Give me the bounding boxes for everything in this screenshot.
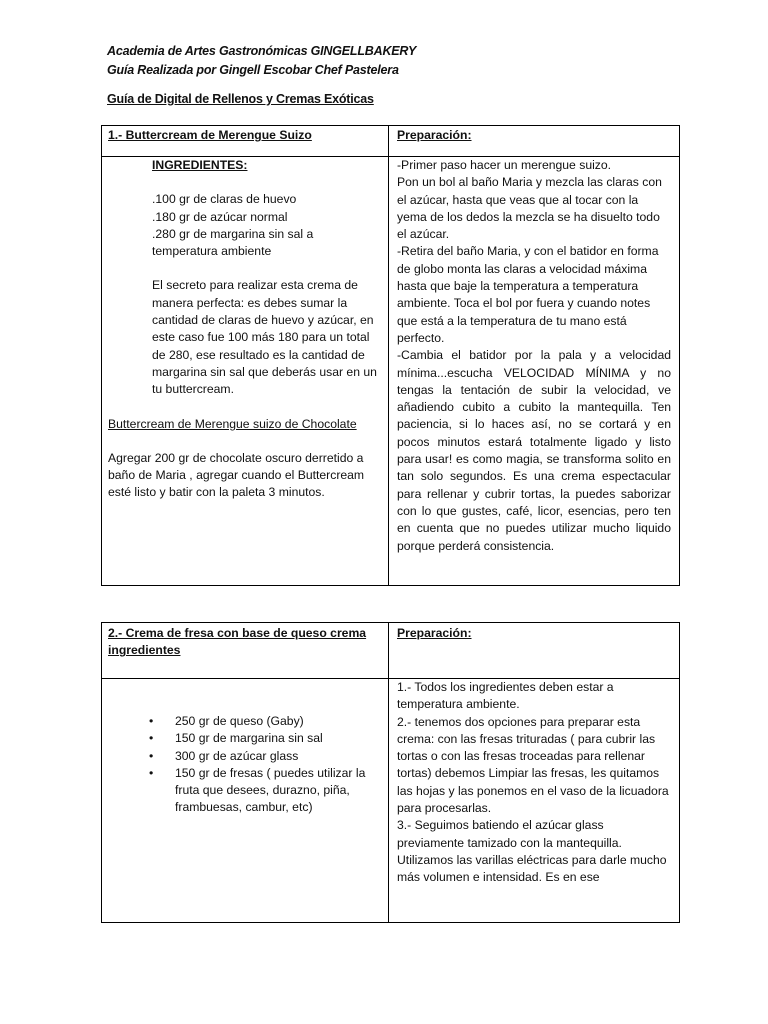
- ingredients-list: [108, 713, 382, 817]
- ingredient-text: 300 gr de azúcar glass: [175, 748, 299, 763]
- document-title: Guía de Digital de Rellenos y Cremas Exóticas: [107, 92, 374, 106]
- recipe-1-table: [101, 125, 680, 586]
- ingredient-item: .280 gr de margarina sin sal a temperatura ambiente: [152, 226, 314, 259]
- preparation-step: -Primer paso hacer un merengue suizo.: [397, 158, 612, 172]
- recipe-2-table: [101, 622, 680, 923]
- bullet-icon: •: [149, 731, 154, 746]
- ingredient-text: 250 gr de queso (Gaby): [175, 714, 304, 728]
- bullet-icon: •: [149, 765, 154, 780]
- recipe-1-title: 1.- Buttercream de Merengue Suizo: [102, 126, 389, 157]
- ingredient-item: [108, 713, 382, 730]
- preparation-step: Pon un bol al baño Maria y mezcla las claras con el azúcar, hasta que veas que al tocar con la yema de los dedos la mezcla se ha disuelto todo el azúcar.: [397, 175, 662, 242]
- ingredients-list: [152, 191, 382, 260]
- preparation-step: 3.- Seguimos batiendo el azúcar glass previamente tamizado con la mantequilla. Utilizamos las varillas eléctricas para darle mucho más volumen e intensidad. Es en ese: [397, 818, 667, 885]
- author-line: Guía Realizada por Gingell Escobar Chef Pastelera: [107, 63, 399, 77]
- recipe-1-ingredients-cell: [102, 157, 389, 586]
- ingredient-item: [108, 730, 382, 747]
- preparation-step: -Cambia el batidor por la pala y a velocidad mínima...escucha VELOCIDAD MÍNIMA y no tengas la tentación de subir la velocidad, ve añadiendo cubito a cubito la mantequilla. Ten paciencia, si lo haces así, no se cortará y en pocos minutos estará totalmente ligado y listo para usar! es como magia, se transforma solito en tan solo segundos. Es una crema espectacular para rellenar y cubrir tortas, la puedes saborizar con lo que gustes, café, licor, esencias, pero ten en cuenta que no puedes utilizar mucho liquido porque perderá consistencia.: [397, 348, 671, 553]
- ingredient-item: [108, 748, 382, 765]
- recipe-2-preparation-cell: [389, 679, 680, 923]
- recipe-1-preparation-header: Preparación:: [389, 126, 680, 157]
- academy-name: Academia de Artes Gastronómicas GINGELLBAKERY: [107, 44, 417, 58]
- chocolate-variant-title: Buttercream de Merengue suizo de Chocolate: [108, 416, 357, 431]
- bullet-icon: •: [149, 714, 154, 728]
- ingredient-item: .180 gr de azúcar normal: [152, 209, 288, 224]
- ingredient-text: 150 gr de margarina sin sal: [175, 731, 323, 746]
- secret-paragraph: El secreto para realizar esta crema de manera perfecta: es debes sumar la cantidad de claras de huevo y azúcar, en este caso fue 100 más 180 para un total de 280, ese resultado es la cantidad de margarina sin sal que deberás usar en un tu buttercream.: [152, 278, 377, 397]
- preparation-step: -Retira del baño Maria, y con el batidor en forma de globo monta las claras a velocidad máxima hasta que baje la temperatura a temperatura ambiente. Toca el bol por fuera y cuando notes que está a la temperatura de tu mano está perfecto.: [397, 244, 659, 345]
- chocolate-variant-text: Agregar 200 gr de chocolate oscuro derretido a baño de Maria , agregar cuando el Buttercream esté listo y batir con la paleta 3 minutos.: [108, 450, 365, 500]
- bullet-icon: •: [149, 748, 154, 763]
- preparation-step: 2.- tenemos dos opciones para preparar esta crema: con las fresas trituradas ( para cubrir las tortas o con las fresas troceadas para rellenar tortas) debemos Limpiar las fresas, les quitamos las hojas y las ponemos en el vaso de la licuadora para procesarlas.: [397, 714, 669, 816]
- ingredient-item: .100 gr de claras de huevo: [152, 192, 297, 207]
- recipe-2-title: 2.- Crema de fresa con base de queso crema ingredientes: [102, 623, 389, 679]
- preparation-step: 1.- Todos los ingredientes deben estar a temperatura ambiente.: [397, 680, 614, 712]
- recipe-1-preparation-cell: [389, 157, 680, 586]
- ingredients-heading: INGREDIENTES:: [152, 158, 248, 172]
- ingredient-item: [108, 765, 382, 817]
- recipe-2-ingredients-cell: [102, 679, 389, 923]
- recipe-2-preparation-header: Preparación:: [389, 623, 680, 679]
- ingredient-text: 150 gr de fresas ( puedes utilizar la fruta que desees, durazno, piña, frambuesas, cambur, etc): [175, 765, 366, 815]
